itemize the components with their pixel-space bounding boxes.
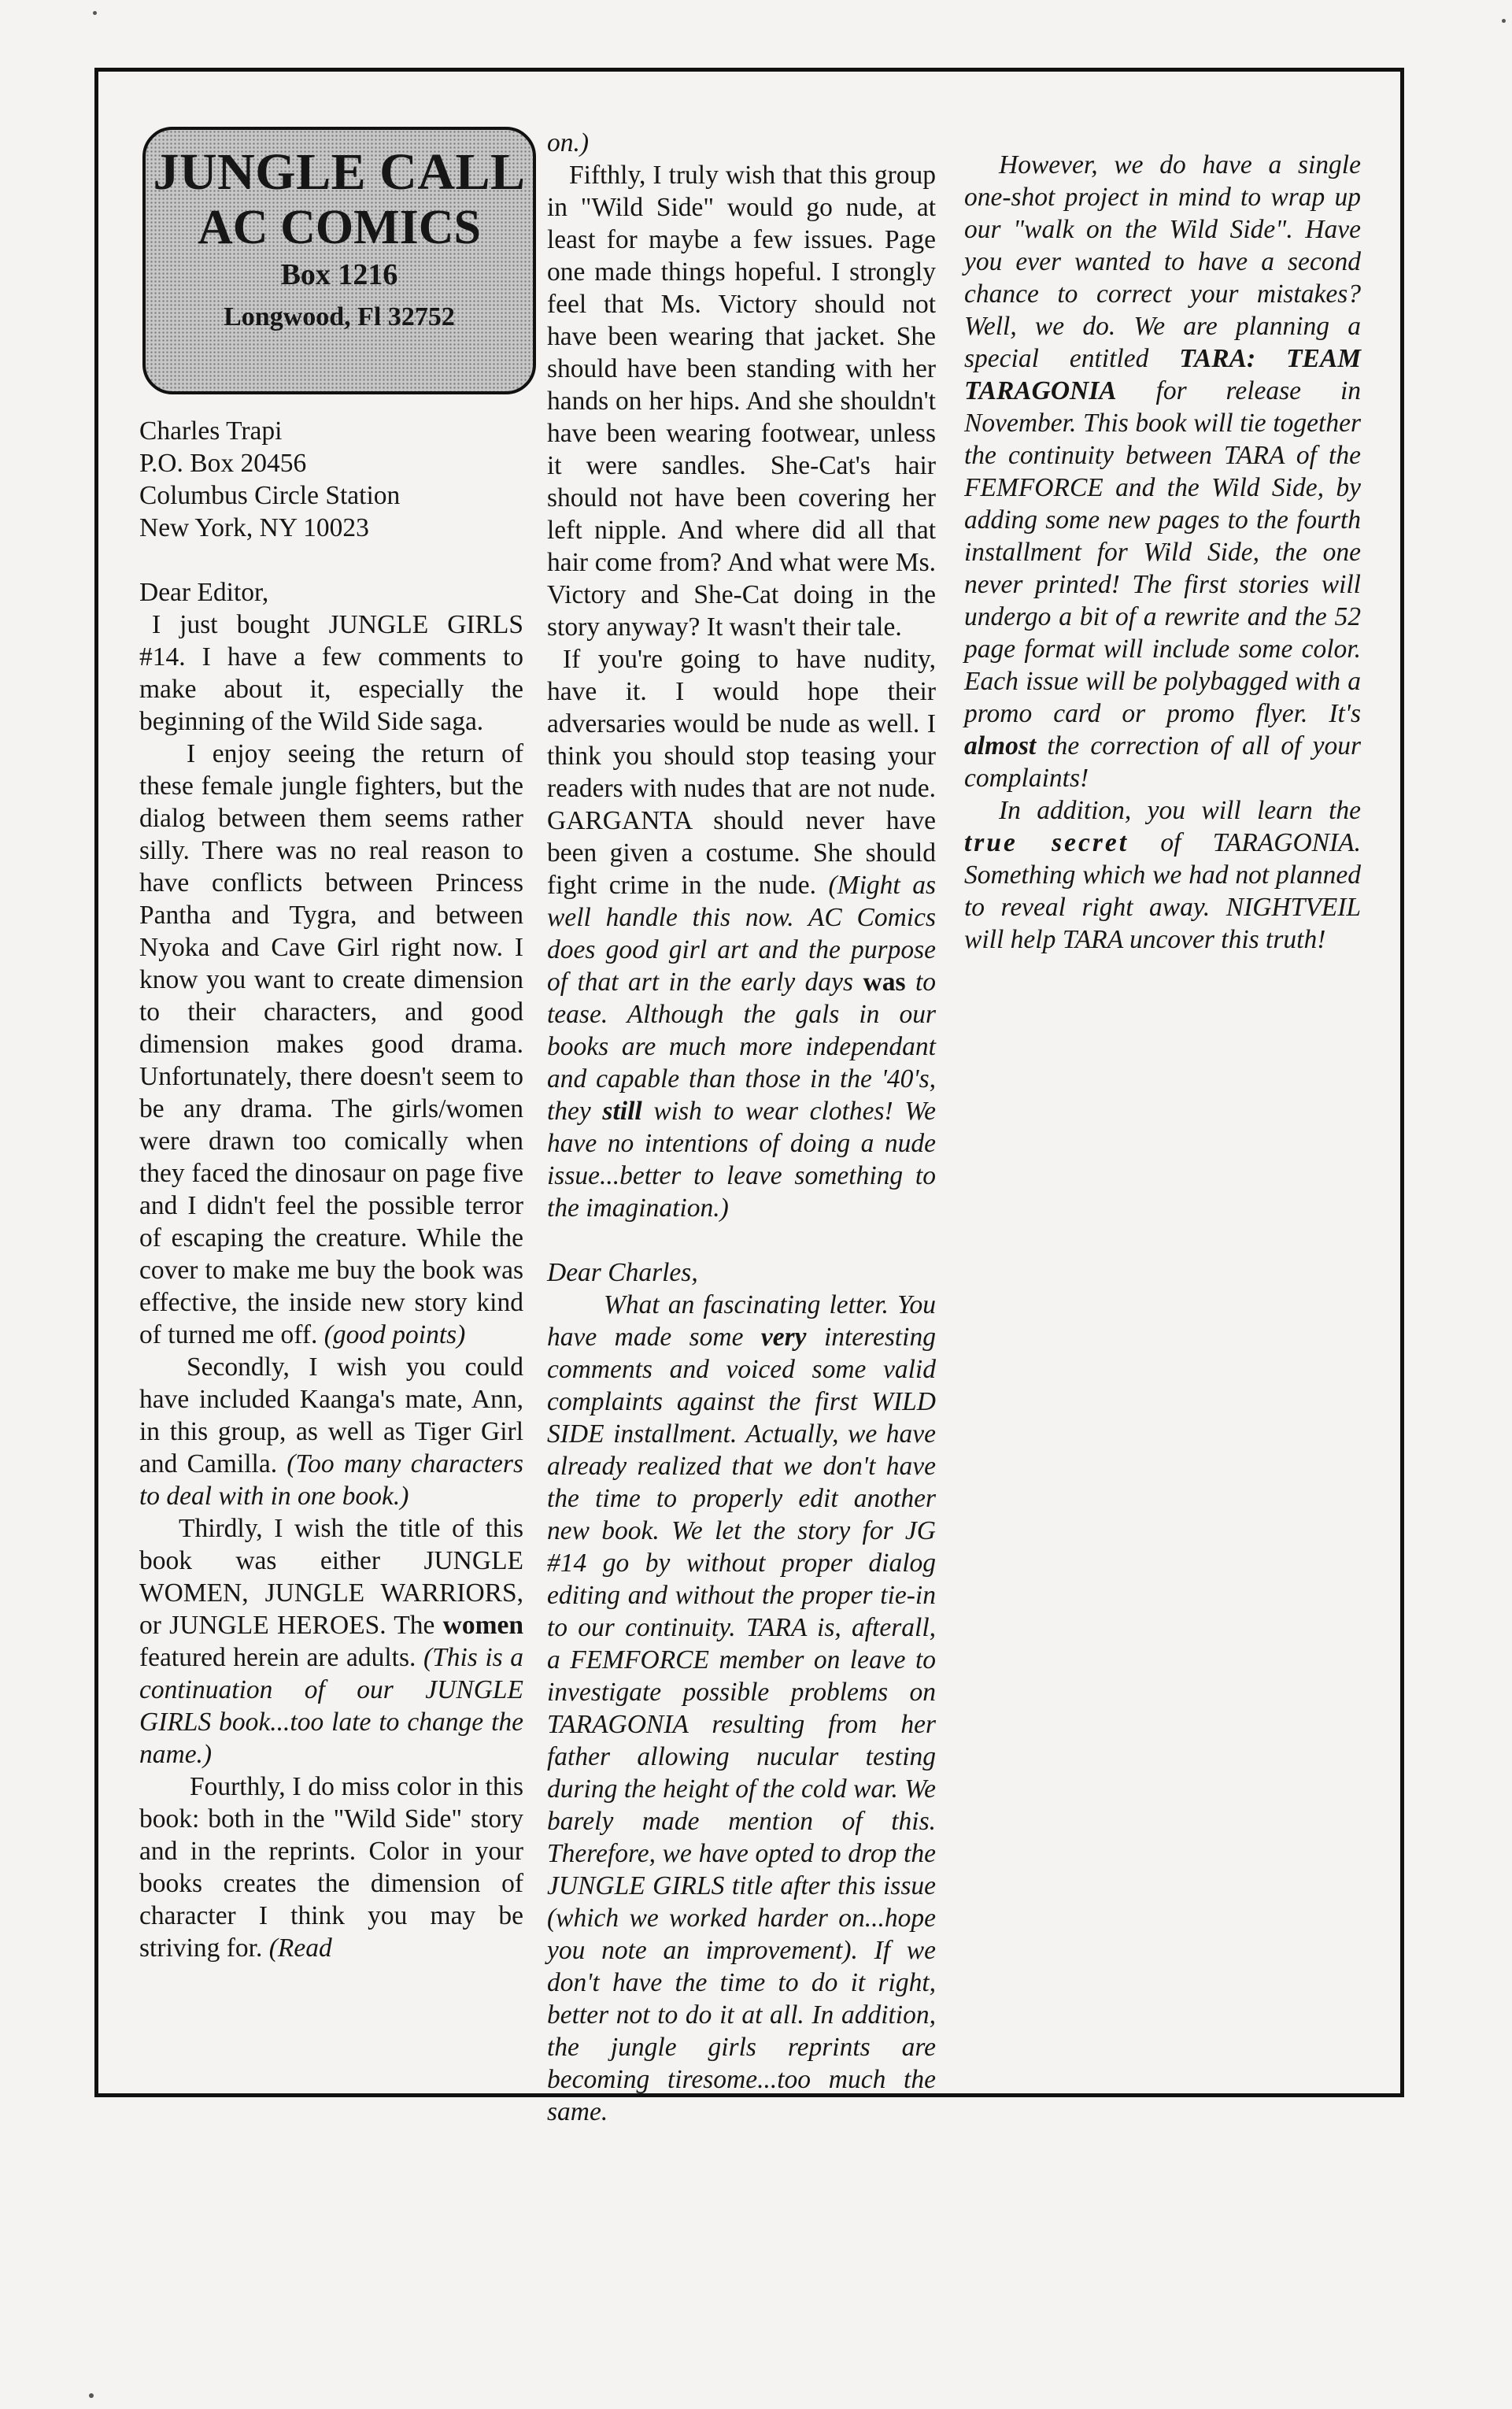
- column-right: [964, 149, 1361, 956]
- letter-paragraph: Thirdly, I wish the title of this book was either JUNGLE WOMEN, JUNGLE WARRIORS, or JUNGLE HEROES. The women featured herein are adults. (This is a continuation of our JUNGLE GIRLS book...too late to change the name.): [139, 1514, 524, 1769]
- editor-reply: (Might as well handle this now. AC Comics does good girl art and the purpose of that art in the early days was to tease. Although the gals in our books are much more independant and capable than those in the '40's, they still wish to wear clothes! We have no intentions of doing a nude issue...better to leave something to the imagination.): [547, 871, 937, 1223]
- letter-paragraph: Fourthly, I do miss color in this book: both in the "Wild Side" story and in the reprints. Color in your books creates the dimension of character I think you may be striving for. (Read: [139, 1772, 523, 1963]
- response-greeting: Dear Charles,: [547, 1258, 698, 1287]
- letter-paragraph: Fifthly, I truly wish that this group in "Wild Side" would go nude, at least for maybe a few issues. Page one made things hopeful. I strongly feel that Ms. Victory should not have been wearing that jacket. She should have been standing with her hands on her hips. And she shouldn't have been wearing footwear, unless it were sandles. She-Cat's hair should not have been covering her left nipple. And where did all that hair come from? And what were Ms. Victory and She-Cat doing in the story anyway? It wasn't their tale.: [547, 161, 936, 642]
- response-paragraph: What an fascinating letter. You have made some very interesting comments and voiced some valid complaints against the first WILD SIDE installment. Actually, we have already realized that we don't have the time to properly edit another new book. We let the story for JG #14 go by without proper dialog editing and without the proper tie-in to our continuity. TARA is, afterall, a FEMFORCE member on leave to investigate possible problems on TARAGONIA resulting from her father allowing nucular testing during the height of the cold war. We barely made mention of this. Therefore, we have opted to drop the JUNGLE GIRLS title after this issue (which we worked harder on...hope you note an improvement). If we don't have the time to do it right, better not to do it at all. In addition, the jungle girls reprints are becoming tiresome...too much the same.: [547, 1290, 936, 2126]
- response-paragraph: However, we do have a single one-shot project in mind to wrap up our "walk on the Wild Side". Have you ever wanted to have a second chance to correct your mistakes? Well, we do. We are planning a special entitled TARA: TEAM TARAGONIA for release in November. This book will tie together the continuity between TARA of the FEMFORCE and the Wild Side, by adding some new pages to the fourth installment for Wild Side, the one never printed! The first stories will undergo a bit of a rewrite and the 52 page format will include some color. Each issue will be polybagged with a promo card or promo flyer. It's almost the correction of all of your complaints!: [964, 150, 1362, 793]
- editor-reply: (Too many characters to deal with in one book.): [139, 1449, 523, 1511]
- column-left: [139, 127, 526, 1964]
- editor-reply: on.): [547, 128, 590, 157]
- editor-reply: (good points): [323, 1320, 466, 1349]
- mailbox-header: [142, 127, 536, 394]
- editor-reply: (Read: [268, 1933, 332, 1963]
- sender-address: [139, 415, 523, 544]
- response-paragraph: In addition, you will learn the true secret of TARAGONIA. Something which we had not planned to reveal right away. NIGHTVEIL will help TARA uncover this truth!: [964, 796, 1361, 954]
- publisher-city: Longwood, Fl 32752: [224, 302, 455, 331]
- print-speck: [89, 2393, 94, 2398]
- letter-paragraph: I enjoy seeing the return of these female jungle fighters, but the dialog between them seems rather silly. There was no real reason to have conflicts between Princess Pantha and Tygra, and between Nyoka and Cave Girl right now. I know you want to create dimension to their characters, and good dimension makes good drama. Unfortunately, there doesn't seem to be any drama. The girls/women were drawn too comically when they faced the dinosaur on page five and I didn't feel the possible terror of escaping the creature. While the cover to make me buy the book was effective, the inside new story kind of turned me off. (good points): [139, 739, 523, 1349]
- publisher-box: Box 1216: [280, 258, 398, 291]
- sender-name: Charles Trapi: [139, 416, 283, 446]
- page-border: [94, 68, 1404, 2126]
- publisher-name: AC COMICS: [198, 201, 481, 254]
- print-speck: [1502, 19, 1506, 23]
- letters-column-title: JUNGLE CALL: [153, 143, 526, 201]
- editor-reply: (This is a continuation of our JUNGLE GIRLS book...too late to change the name.): [139, 1643, 524, 1769]
- letter-greeting: Dear Editor,: [139, 578, 269, 607]
- sender-pobox: P.O. Box 20456: [139, 449, 307, 478]
- column-middle: [547, 128, 937, 2128]
- letter-paragraph: I just bought JUNGLE GIRLS #14. I have a few comments to make about it, especially the beginning of the Wild Side saga.: [139, 610, 523, 736]
- sender-city: New York, NY 10023: [139, 513, 369, 542]
- letter-paragraph: Secondly, I wish you could have included Kaanga's mate, Ann, in this group, as well as Tiger Girl and Camilla. (Too many characters to deal with in one book.): [139, 1353, 523, 1511]
- print-speck: [93, 11, 97, 15]
- sender-station: Columbus Circle Station: [139, 481, 401, 510]
- letter-paragraph: If you're going to have nudity, have it. I would hope their adversaries would be nude as well. I think you should stop teasing your readers with nudes that are not nude. GARGANTA should never have been given a costume. She should fight crime in the nude. (Might as well handle this now. AC Comics does good girl art and the purpose of that art in the early days was to tease. Although the gals in our books are much more independant and capable than those in the '40's, they still wish to wear clothes! We have no intentions of doing a nude issue...better to leave something to the imagination.): [547, 645, 937, 1223]
